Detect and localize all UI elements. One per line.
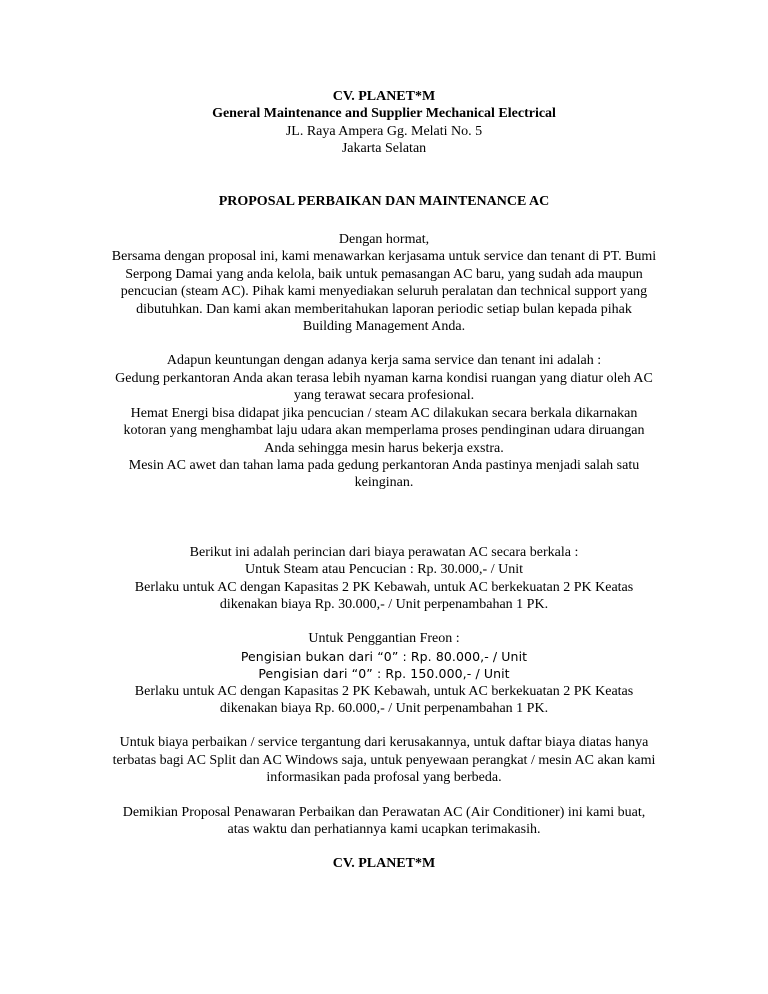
benefits-line: keinginan. [354,475,414,491]
benefits-line: yang terawat secara profesional. [293,388,475,404]
company-city: Jakarta Selatan [341,141,427,157]
benefits-line: Gedung perkantoran Anda akan terasa lebih nyaman karna kondisi ruangan yang diatur oleh AC [115,370,653,386]
company-address: JL. Raya Ampera Gg. Melati No. 5 [285,123,483,139]
freon-pricing-paragraph [60,630,708,717]
closing-line: atas waktu dan perhatiannya kami ucapkan terimakasih. [227,822,541,837]
signature-company: CV. PLANET*M [332,856,436,872]
intro-line: Serpong Damai yang anda kelola, baik untuk pemasangan AC baru, yang sudah ada maupun [125,266,643,282]
letterhead [60,88,708,158]
steam-pricing-line: Berlaku untuk AC dengan Kapasitas 2 PK Kebawah, untuk AC berkekuatan 2 PK Keatas [134,579,634,595]
benefits-line: Adapun keuntungan dengan adanya kerja sama service dan tenant ini adalah : [166,353,602,369]
intro-line: Bersama dengan proposal ini, kami menawarkan kerjasama untuk service dan tenant di PT. Bumi [111,249,657,265]
steam-pricing-line: dikenakan biaya Rp. 30.000,- / Unit perpenambahan 1 PK. [219,596,549,612]
benefits-line: Mesin AC awet dan tahan lama pada gedung perkantoran Anda pastinya menjadi salah satu [128,457,640,473]
freon-pricing-line: dikenakan biaya Rp. 60.000,- / Unit perpenambahan 1 PK. [219,700,549,716]
benefits-paragraph [60,352,708,491]
document-title: PROPOSAL PERBAIKAN DAN MAINTENANCE AC [218,193,550,209]
steam-pricing-line: Untuk Steam atau Pencucian : Rp. 30.000,- / Unit [244,562,523,578]
freon-option-full: Pengisian dari “0” : Rp. 150.000,- / Unit [258,666,510,682]
closing-line: Demikian Proposal Penawaran Perbaikan dan Perawatan AC (Air Conditioner) ini kami buat, [122,804,646,820]
repair-note-line: Untuk biaya perbaikan / service tergantung dari kerusakannya, untuk daftar biaya diatas hanya [119,735,649,751]
freon-heading: Untuk Penggantian Freon : [308,631,460,647]
repair-note-line: terbatas bagi AC Split dan AC Windows saja, untuk penyewaan perangkat / mesin AC akan kami [112,752,656,768]
repair-note-line: informasikan pada profosal yang berbeda. [266,770,502,786]
intro-line: Building Management Anda. [302,319,466,335]
steam-pricing-line: Berikut ini adalah perincian dari biaya perawatan AC secara berkala : [189,544,579,560]
freon-option-partial: Pengisian bukan dari “0” : Rp. 80.000,- / Unit [240,648,528,664]
repair-note-paragraph [60,734,708,786]
benefits-line: kotoran yang menghambat laju udara akan memperlama proses pendinginan udara diruangan [123,423,645,439]
document-page [60,88,708,873]
greeting: Dengan hormat, [338,232,430,248]
benefits-line: Hemat Energi bisa didapat jika pencucian / steam AC dilakukan secara berkala dikarnakan [130,405,638,421]
company-name: CV. PLANET*M [332,89,436,104]
intro-line: pencucian (steam AC). Pihak kami menyediakan seluruh peralatan dan technical support yang [120,284,648,300]
benefits-line: Anda sehingga mesin harus bekerja exstra. [264,440,504,456]
closing-paragraph [60,804,708,839]
freon-pricing-line: Berlaku untuk AC dengan Kapasitas 2 PK Kebawah, untuk AC berkekuatan 2 PK Keatas [134,683,634,699]
intro-line: dibutuhkan. Dan kami akan memberitahukan laporan periodic setiap bulan kepada pihak [136,301,632,317]
company-tagline: General Maintenance and Supplier Mechanical Electrical [212,106,556,122]
intro-paragraph [60,231,708,335]
steam-pricing-paragraph [60,544,708,614]
